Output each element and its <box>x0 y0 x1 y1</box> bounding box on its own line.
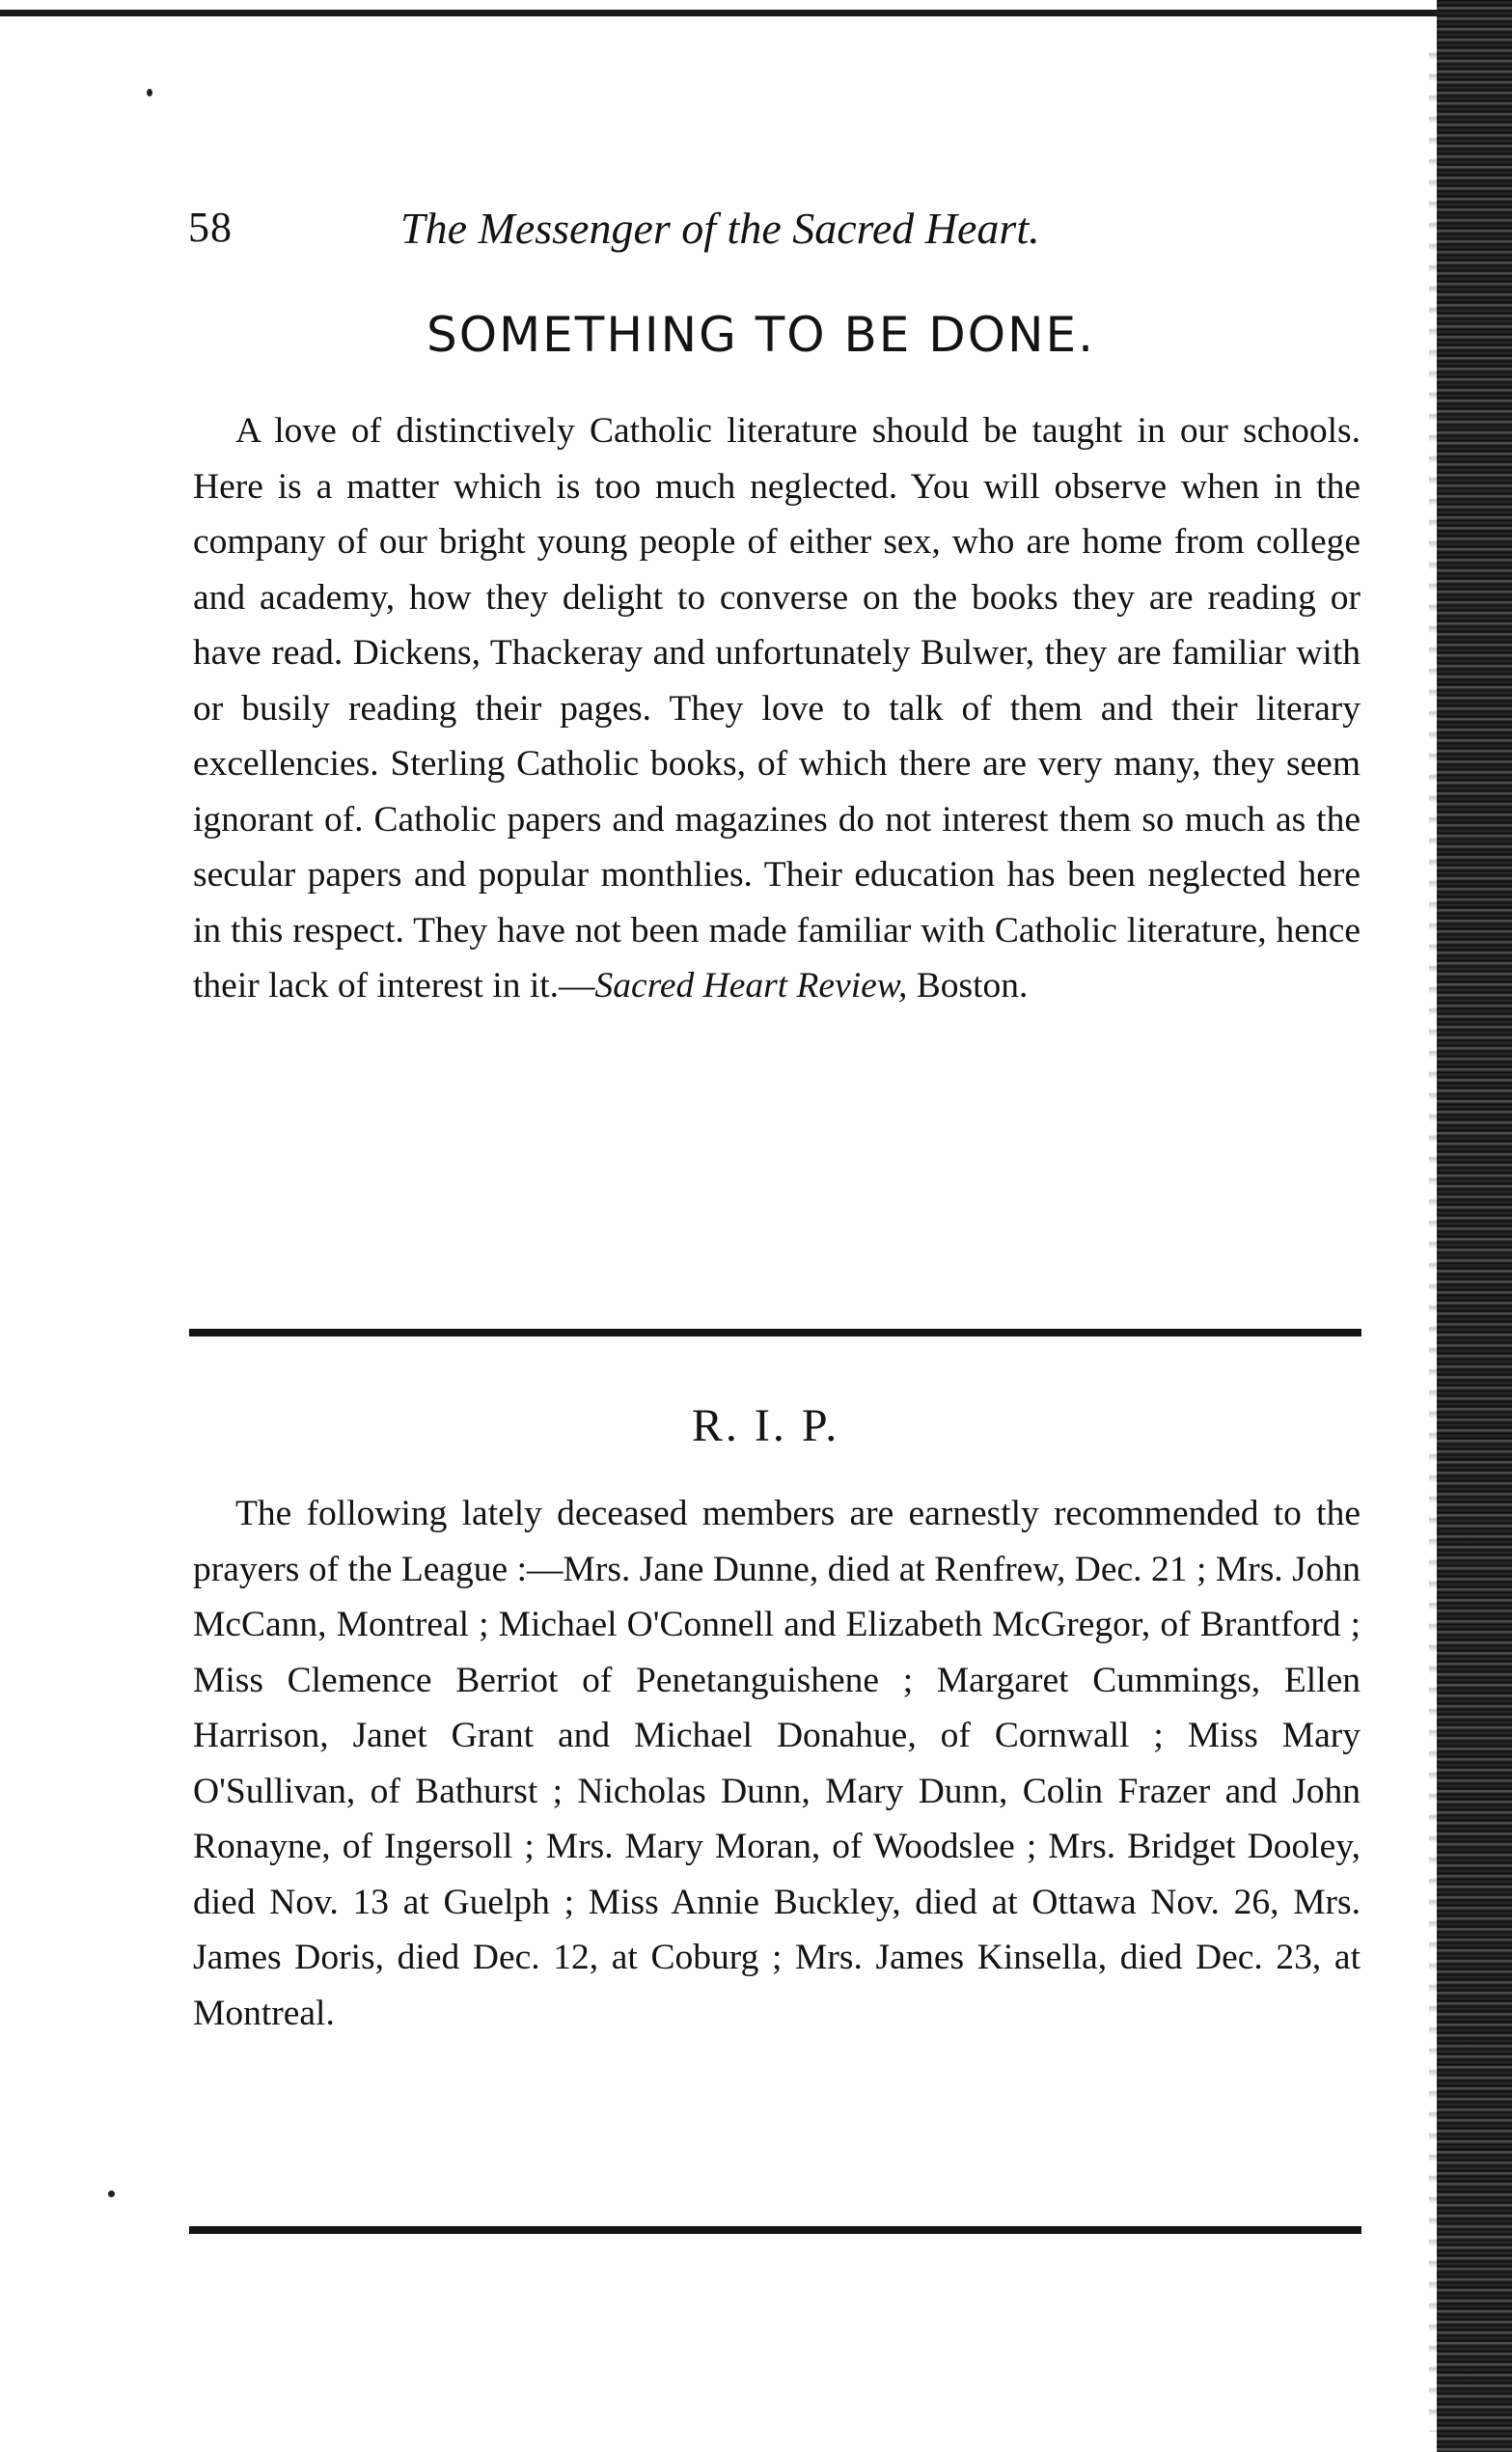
obituary-indent <box>193 1494 235 1533</box>
obituary-heading: R. I. P. <box>691 1400 840 1451</box>
bottom-divider <box>189 2226 1361 2234</box>
article-text: A love of distinctively Catholic literature should be taught in our schools. Here is a matter which is too much neglected. You will observe when in the company of our bright young people of either sex, who are home from college and academy, how they delight to converse on the books they are reading or have read. Dickens, Thackeray and unfortunately Bulwer, they are familiar with or busily reading their pages. They love to talk of them and their literary excellencies. Sterling Catholic books, of which there are very many, they seem ignorant of. Catholic papers and magazines do not interest them so much as the secular papers and popular monthlies. Their education has been neglected here in this respect. They have not been made familiar with Catholic literature, hence their lack of interest in it.— <box>193 411 1361 1006</box>
section-divider <box>189 1329 1361 1336</box>
binding-gap <box>1429 39 1437 2432</box>
top-border-rule <box>0 10 1447 16</box>
running-head: The Messenger of the Sacred Heart. <box>400 204 1040 253</box>
article-source-title: Sacred Heart Review, <box>594 966 908 1006</box>
obituary-body <box>193 1486 1361 2041</box>
article-source-place: Boston. <box>907 966 1029 1006</box>
article-body <box>193 403 1361 1014</box>
page-binding-edge <box>1437 0 1512 2452</box>
obituary-text: The following lately deceased members are earnestly recommended to the prayers of the League :—Mrs. Jane Dunne, died at Renfrew, Dec. 21 ; Mrs. John McCann, Montreal ; Michael O'Connell and Elizabeth McGregor, of Brantford ; Miss Clemence Berriot of Penetanguishene ; Margaret Cummings, Ellen Harrison, Janet Grant and Michael Donahue, of Cornwall ; Miss Mary O'Sullivan, of Bathurst ; Nicholas Dunn, Mary Dunn, Colin Frazer and John Ronayne, of Ingersoll ; Mrs. Mary Moran, of Woodslee ; Mrs. Bridget Dooley, died Nov. 13 at Guelph ; Miss Annie Buckley, died at Ottawa Nov. 26, Mrs. James Doris, died Dec. 12, at Coburg ; Mrs. James Kinsella, died Dec. 23, at Montreal. <box>193 1494 1361 2033</box>
page-number: 58 <box>188 204 233 251</box>
article-title: SOMETHING TO BE DONE. <box>426 307 1096 363</box>
ink-speck <box>147 89 152 96</box>
ink-speck <box>108 2190 115 2197</box>
page-header <box>188 203 1375 261</box>
article-indent <box>193 411 235 451</box>
